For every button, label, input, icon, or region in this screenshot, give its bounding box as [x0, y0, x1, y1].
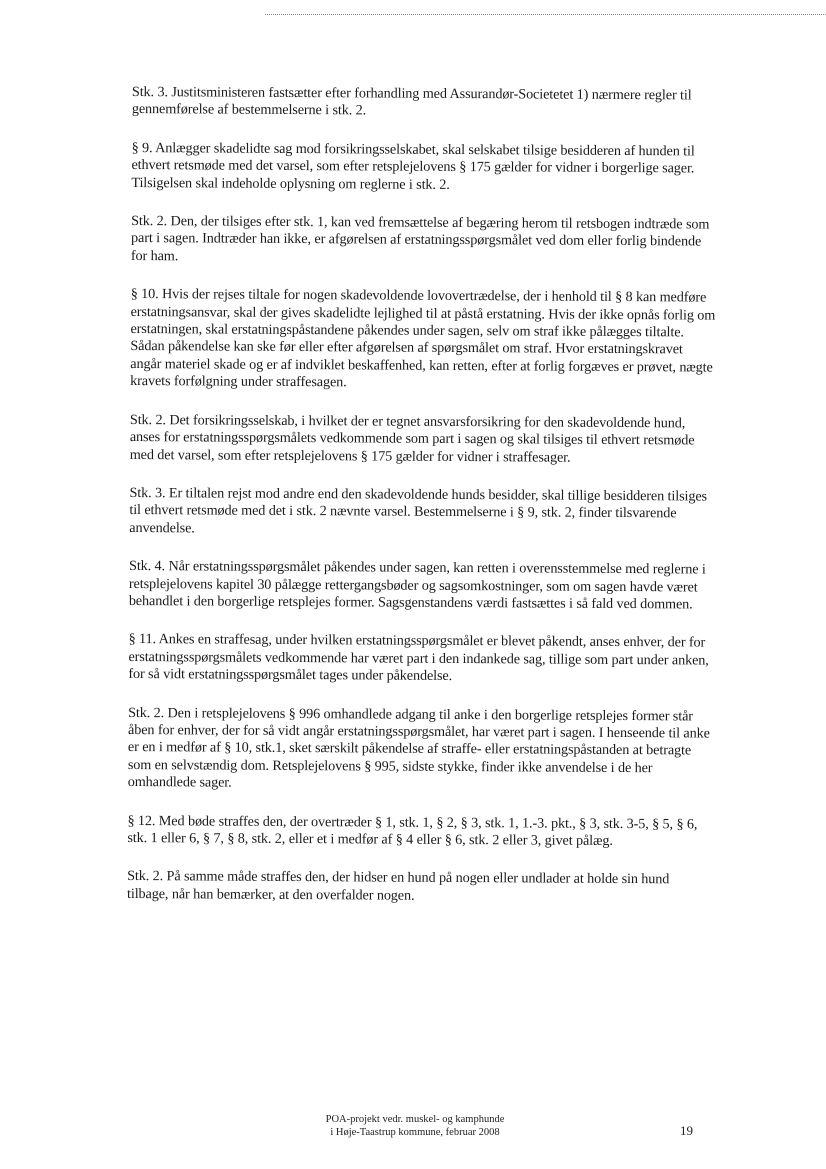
page-footer — [270, 1114, 560, 1139]
paragraph-section-10: § 10. Hvis der rejses tiltale for nogen skadevoldende lovovertrædelse, der i henhold til § 8 kan medføre erstatningsansvar, skal der gives skadelidte lejlighed til at påstå erstatning. Hvis der ikke opnås forlig om erstatningen, skal erstatningspåstandene påkendes under sagen, selv om straf ikke pålægges tiltalte. Sådan påkendelse kan ske før eller efter afgørelsen af spørgsmålet om straf. Hvor erstatningskravet angår materiel skade og er af indviklet beskaffenhed, kan retten, efter at forlig forgæves er prøvet, nægte kravets forfølgning under straffesagen. — [130, 286, 716, 391]
footer-line-municipality: i Høje-Taastrup kommune, februar 2008 — [330, 1126, 500, 1138]
scan-top-rule — [265, 14, 826, 15]
page-number: 19 — [680, 1123, 693, 1138]
paragraph-section-9-stk2: Stk. 2. Den, der tilsiges efter stk. 1, kan ved fremsættelse af begæring herom til retsbogen indtræde som part i sagen. Indtræder han ikke, er afgørelsen af erstatningsspørgsmålet ved dom eller forlig bindende for ham. — [130, 213, 710, 265]
paragraph-section-12: § 12. Med bøde straffes den, der overtræder § 1, stk. 1, § 2, § 3, stk. 1, 1.-3. pkt., § 3, stk. 3-5, § 5, § 6, stk. 1 eller 6, § 7, § 8, stk. 2, eller et i medfør af § 4 eller § 6, stk. 2 eller 3, givet pålæg. — [127, 812, 698, 849]
paragraph-section-11: § 11. Ankes en straffesag, under hvilken erstatningsspørgsmålet er blevet påkendt, anses enhver, der for erstatningsspørgsmålets vedkommende har været part i den indankede sag, tillige som part under anken, for så vidt erstatningsspørgsmålet tages under påkendelse. — [128, 631, 709, 685]
paragraph-section-10-stk3: Stk. 3. Er tiltalen rejst mod andre end den skadevoldende hunds besidder, skal tillige besidderen tilsiges til ethvert retsmøde med det i stk. 2 nævnte varsel. Bestemmelserne i § 9, stk. 2, finder tilsvarende anvendelse. — [129, 484, 708, 537]
document-body — [127, 84, 717, 907]
paragraph-section-12-stk2: Stk. 2. På samme måde straffes den, der hidser en hund på nogen eller undlader at holde sin hund tilbage, når han bemærker, at den overfalder nogen. — [127, 868, 670, 904]
paragraph-section-11-stk2: Stk. 2. Den i retsplejelovens § 996 omhandlede adgang til anke i den borgerlige retsplejes former står åben for enhver, der for så vidt angår erstatningsspørgsmålet, har været part i sagen. I henseende til anke er en i medfør af § 10, stk.1, sket særskilt påkendelse af straffe- eller erstatningspåstanden at betragte som en selvstændig dom. Retsplejelovens § 995, sidste stykke, finder ikke anvendelse i de her omhandlede sager. — [127, 704, 710, 791]
paragraph-section-9: § 9. Anlægger skadelidte sag mod forsikringsselskabet, skal selskabet tilsige besidderen af hunden til ethvert retsmøde med det varsel, som efter retsplejelovens § 175 gælder for vidner i borgerlige sager. Tilsigelsen skal indeholde oplysning om reglerne i stk. 2. — [131, 139, 695, 193]
paragraph-section-10-stk2: Stk. 2. Det forsikringsselskab, i hvilket der er tegnet ansvarsforsikring for den skadevoldende hund, anses for erstatningsspørgsmålets vedkommende som part i sagen og skal tilsiges til ethvert retsmøde med det varsel, som efter retsplejelovens § 175 gælder for vidner i straffesager. — [129, 411, 695, 466]
paragraph-section-10-stk4: Stk. 4. Når erstatningsspørgsmålet påkendes under sagen, kan retten i overensstemmelse med reglerne i retsplejelovens kapitel 30 pålægge rettergangsbøder og sagsomkostninger, som om sagen havde været behandlet i den borgerlige retsplejes former. Sagsgenstandens værdi fastsættes i så fald ved dommen. — [128, 558, 706, 613]
paragraph-stk3-justitsministeren: Stk. 3. Justitsministeren fastsætter efter forhandling med Assurandør-Societetet 1) nærmere regler til gennemførelse af bestemmelserne i stk. 2. — [131, 84, 692, 119]
footer-line-project: POA-projekt vedr. muskel- og kamphunde — [325, 1114, 505, 1125]
